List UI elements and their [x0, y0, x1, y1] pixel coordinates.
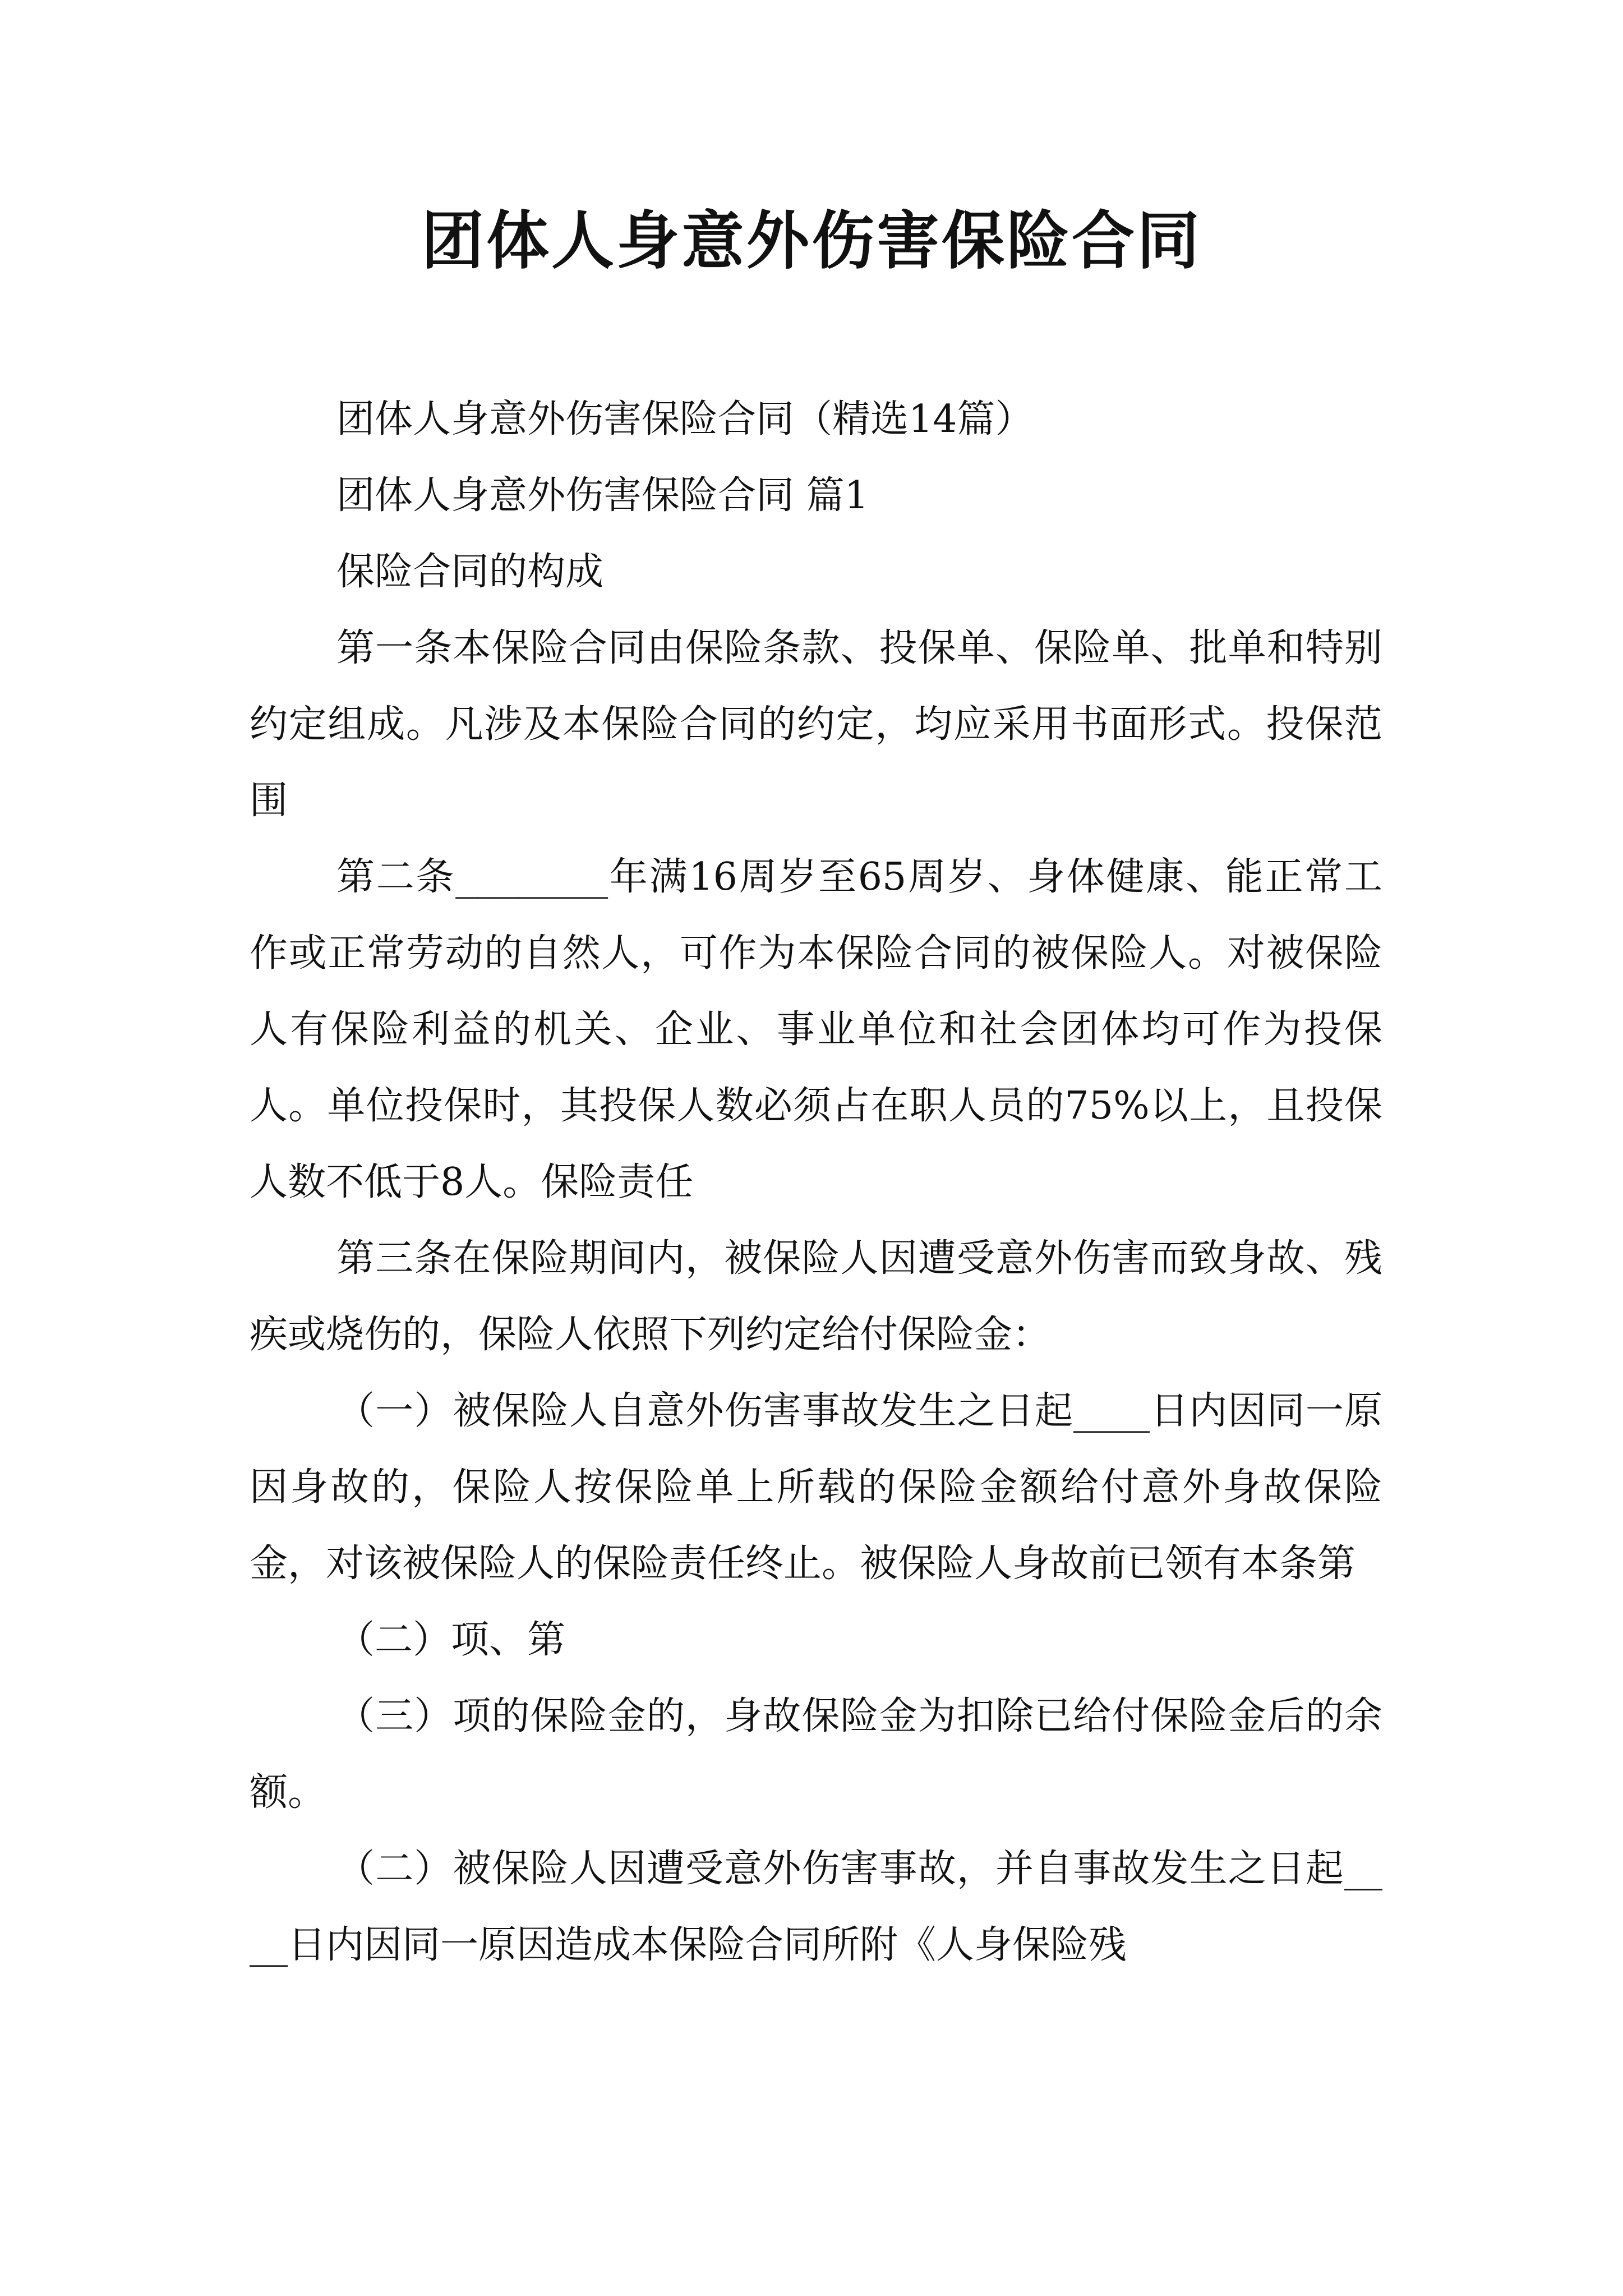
paragraph-article-1: 第一条本保险合同由保险条款、投保单、保险单、批单和特别约定组成。凡涉及本保险合同的约定，均应采用书面形式。投保范围	[250, 626, 1382, 823]
document-body	[250, 381, 1382, 1984]
paragraph-article-3: 第三条在保险期间内，被保险人因遭受意外伤害而致身故、残疾或烧伤的，保险人依照下列约定给付保险金：	[250, 1236, 1382, 1357]
paragraph-clause-1: （一）被保险人自意外伤害事故发生之日起____日内因同一原因身故的，保险人按保险单上所载的保险金额给付意外身故保险金，对该被保险人的保险责任终止。被保险人身故前已领有本条第	[250, 1389, 1382, 1586]
document-title: 团体人身意外伤害保险合同	[421, 205, 1202, 278]
paragraph-clause-ref-2: （二）项、第	[336, 1618, 566, 1662]
paragraph-section-heading: 团体人身意外伤害保险合同 篇1	[336, 473, 869, 518]
paragraph-clause-ref-3: （三）项的保险金的，身故保险金为扣除已给付保险金后的余额。	[250, 1694, 1382, 1815]
paragraph-clause-2: （二）被保险人因遭受意外伤害事故，并自事故发生之日起____日内因同一原因造成本保险合同所附《人身保险残	[250, 1847, 1382, 1967]
paragraph-subtitle: 团体人身意外伤害保险合同（精选14篇）	[336, 397, 1034, 441]
paragraph-article-2: 第二条________年满16周岁至65周岁、身体健康、能正常工作或正常劳动的自然人，可作为本保险合同的被保险人。对被保险人有保险利益的机关、企业、事业单位和社会团体均可作为投保人。单位投保时，其投保人数必须占在职人员的75%以上，且投保人数不低于8人。保险责任	[250, 855, 1382, 1204]
paragraph-composition-heading: 保险合同的构成	[336, 550, 604, 594]
